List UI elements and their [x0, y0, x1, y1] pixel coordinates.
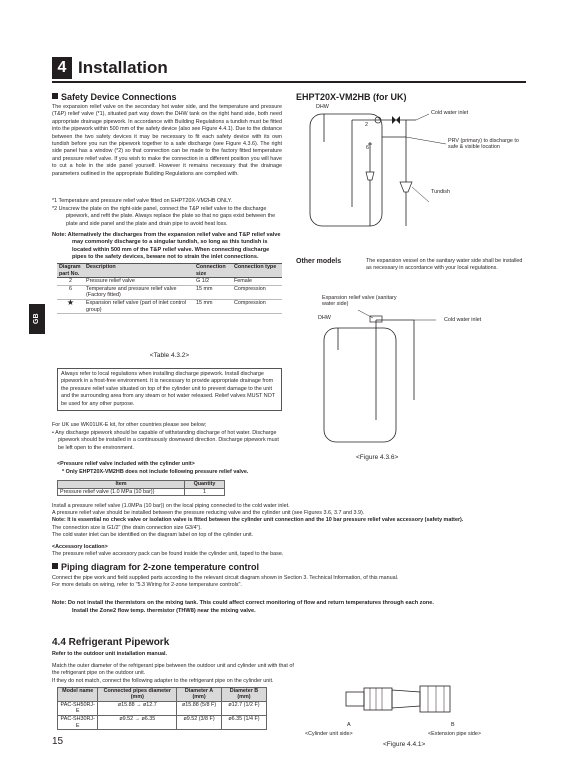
install-line-5: The cold water inlet can be identified on the diagram label on top of the cylinder unit. — [52, 532, 254, 538]
col-header: Connected pipes diameter (mm) — [98, 688, 177, 702]
label-dhw: DHW — [316, 104, 329, 110]
figure-caption-441: <Figure 4.4.1> — [383, 741, 426, 748]
section-number-badge: 4 — [52, 57, 72, 79]
label-cold-water-inlet-2: Cold water inlet — [444, 317, 482, 323]
table-row — [58, 701, 267, 715]
table-cell: ø9.52 (3/8 F) — [177, 716, 222, 730]
square-bullet-icon — [52, 563, 58, 569]
piping-line-1: Connect the pipe work and field supplied parts according to the relevant circuit diagram shown in Section 3. Technical Information, of this manual. — [52, 575, 399, 581]
table-cell: G 1/2 — [194, 278, 232, 286]
refrigerant-p2: If they do not match, connect the following adapter to the refrigerant pipe on the cylinder unit. — [52, 678, 274, 684]
table-cell: PAC-SH30RJ-E — [58, 716, 98, 730]
page-number: 15 — [52, 736, 64, 747]
col-header: Connection type — [232, 264, 282, 278]
uk-bullet: • Any discharge pipework should be capable of withstanding discharge of hot water. Discharge pipework should be installed in a continuously downward direction. Discharge pipework must be left open to the environment. — [52, 430, 279, 451]
table-row — [57, 285, 282, 299]
accessory-title: <Accessory location> — [52, 544, 108, 550]
table-header-row — [58, 481, 225, 489]
label-part-6: 6 — [366, 145, 369, 151]
table-cell: 2 — [57, 278, 84, 286]
footnote-1: *1 Temperature and pressure relief valve fitted on EHPT20X-VM2HB ONLY. — [52, 198, 233, 204]
table-cell: PAC-SH50RJ-E — [58, 701, 98, 715]
table-cell: Pressure relief valve (1.0 MPa (10 bar)) — [58, 488, 185, 496]
label-part-2: 2 — [365, 122, 368, 128]
col-header: Diagram part No. — [57, 264, 84, 278]
connection-table — [57, 263, 282, 314]
accessory-text: The pressure relief valve accessory pack can be found inside the cylinder unit, taped to the base. — [52, 551, 284, 557]
table-cell: Compression — [232, 285, 282, 299]
included-title: <Pressure relief valve included with the cylinder unit> — [57, 461, 195, 467]
refrigerant-sub: Refer to the outdoor unit installation manual. — [52, 651, 168, 657]
label-prv: PRV (primary) to discharge to safe & visible location — [448, 138, 519, 151]
table-header-row — [58, 688, 267, 702]
table-cell: 15 mm — [194, 285, 232, 299]
cylinder-diagram-other — [296, 290, 526, 450]
table-cell: ★ — [57, 299, 84, 313]
install-line-2: A pressure relief valve should be installed between the pressure reducing valve and the cylinder unit (see Figures 3.6, 3.7 and 3.9). — [52, 510, 365, 516]
table-cell: Pressure relief valve — [84, 278, 194, 286]
table-cell: ø15.88 (5/8 F) — [177, 701, 222, 715]
label-cylinder-side: <Cylinder unit side> — [305, 731, 353, 737]
table-cell: Female — [232, 278, 282, 286]
table-row — [57, 278, 282, 286]
piping-note-1: Note: Do not install the thermistors on the mixing tank. This could affect correct monitoring of flow and return temperatures through each zone. — [52, 600, 434, 606]
col-header: Diameter B (mm) — [221, 688, 266, 702]
page-title: Installation — [78, 58, 168, 77]
safety-heading: Safety Device Connections — [52, 92, 177, 103]
table-row — [58, 488, 225, 496]
figure-title: EHPT20X-VM2HB (for UK) — [296, 92, 407, 102]
table-header-row — [57, 264, 282, 278]
cylinder-diagram-uk — [296, 102, 526, 232]
table-caption: <Table 4.3.2> — [149, 352, 190, 359]
table-row — [58, 716, 267, 730]
col-header: Diameter A (mm) — [177, 688, 222, 702]
label-dhw-2: DHW — [318, 315, 331, 321]
other-models-text: The expansion vessel on the sanitary water side shall be installed as necessary in accordance with your local regulations. — [366, 258, 523, 272]
table-row — [57, 299, 282, 313]
included-table — [57, 480, 225, 496]
regulations-box: Always refer to local regulations when installing discharge pipework. Install discharge pipework in a frost-free environment. It is necessary to provide appropriate drainage from the pressure relief valve situated on top of the cylinder unit to prevent damage to the unit and the surrounding area from any steam or hot water released. Relief valves MUST NOT be used for any other purpose. — [57, 368, 282, 411]
square-bullet-icon — [52, 93, 58, 99]
piping-note-2: Install the Zone2 flow temp. thermistor (THW8) near the mixing valve. — [72, 608, 256, 614]
piping-line-2: For more details on wiring, refer to "5.3 Wiring for 2-zone temperature controls". — [52, 582, 242, 588]
col-header: Description — [84, 264, 194, 278]
table-cell: 15 mm — [194, 299, 232, 313]
language-tab: GB — [29, 304, 45, 334]
refrigerant-p1: Match the outer diameter of the refrigerant pipe between the outdoor unit and cylinder unit with that of the refrigerant pipe on the outdoor unit. — [52, 663, 294, 677]
table-cell: ø6.35 (1/4 F) — [221, 716, 266, 730]
label-b: B — [451, 722, 455, 728]
table-cell: ø9.52 → ø6.35 — [98, 716, 177, 730]
col-header: Item — [58, 481, 185, 489]
label-tundish: Tundish — [431, 189, 450, 195]
col-header: Quantity — [185, 481, 225, 489]
table-cell: 1 — [185, 488, 225, 496]
table-cell: Expansion relief valve (part of inlet control group) — [84, 299, 194, 313]
safety-paragraph: The expansion relief valve on the secondary hot water side, and the temperature and pressure (T&P) relief valve (*1), situated part way down the DHW tank on the right hand side, both need appropriate drainage pipework. In accordance with Building Regulations a tundish must be fitted into the pipework within 500 mm of the safety device (also see Figure 4.4.1). Due to the distance between the two safety devices it may be necessary to fit each safety device with its own tundish before you run the pipework together to a safe discharge (see Figure 4.3.6). The right side panel has a window (*2) so that connection can be made to the factory fitted temperature and pressure relief valve. If you wish to make the connection in a different position you will have to cut a hole in the side panel yourself. However it remains necessary that the drainage parameters outlined in the appropriate Building Regulations are complied with. — [52, 104, 282, 177]
uk-kit-text: For UK use WK01UK-E kit, for other countries please see below; — [52, 422, 207, 428]
table-cell: ø15.88 → ø12.7 — [98, 701, 177, 715]
table-cell: 6 — [57, 285, 84, 299]
table-cell: ø12.7 (1/2 F) — [221, 701, 266, 715]
safety-note: Note: Alternatively the discharges from the expansion relief valve and T&P relief valve may commonly discharge to a singular tundish, so long as this tundish is located within 500 mm of the T&P relief valve. When connecting discharge pipes to the safety devices, beware not to strain the inlet connections. — [52, 232, 281, 261]
header-rule — [52, 81, 526, 83]
other-models-title: Other models — [296, 258, 342, 265]
label-a: A — [347, 722, 351, 728]
figure-caption-436: <Figure 4.3.6> — [356, 454, 399, 461]
install-line-4: The connection size is G1/2" (the drain connection size G3/4"). — [52, 525, 202, 531]
table-cell: Temperature and pressure relief valve (Factory fitted) — [84, 285, 194, 299]
label-cold-water-inlet: Cold water inlet — [431, 110, 469, 116]
included-subtitle: * Only EHPT20X-VM2HB does not include following pressure relief valve. — [62, 469, 249, 475]
adapter-table — [57, 687, 267, 730]
install-line-3: Note: It is essential no check valve or isolation valve is fitted between the cylinder unit connection and the 10 bar pressure relief valve accessory (safety matter). — [52, 517, 464, 523]
table-cell: Compression — [232, 299, 282, 313]
label-extension-side: <Extension pipe side> — [428, 731, 482, 737]
col-header: Model name — [58, 688, 98, 702]
label-expansion-relief-valve: Expansion relief valve (sanitary water side) — [322, 295, 397, 308]
piping-heading: Piping diagram for 2-zone temperature control — [52, 562, 259, 573]
refrigerant-heading: 4.4 Refrigerant Pipework — [52, 637, 170, 648]
col-header: Connection size — [194, 264, 232, 278]
footnote-2: *2 Unscrew the plate on the right-side panel, connect the T&P relief valve to the discharge pipework, and refit the plate. Always replace the plate so that no gaps exist between the plate and side panel and the plate and drain pipe to avoid heat loss. — [52, 206, 276, 227]
install-line-1: Install a pressure relief valve (1.0MPa (10 bar)) on the local piping connected to the cold water inlet. — [52, 503, 290, 509]
adapter-fitting-diagram — [340, 680, 460, 720]
